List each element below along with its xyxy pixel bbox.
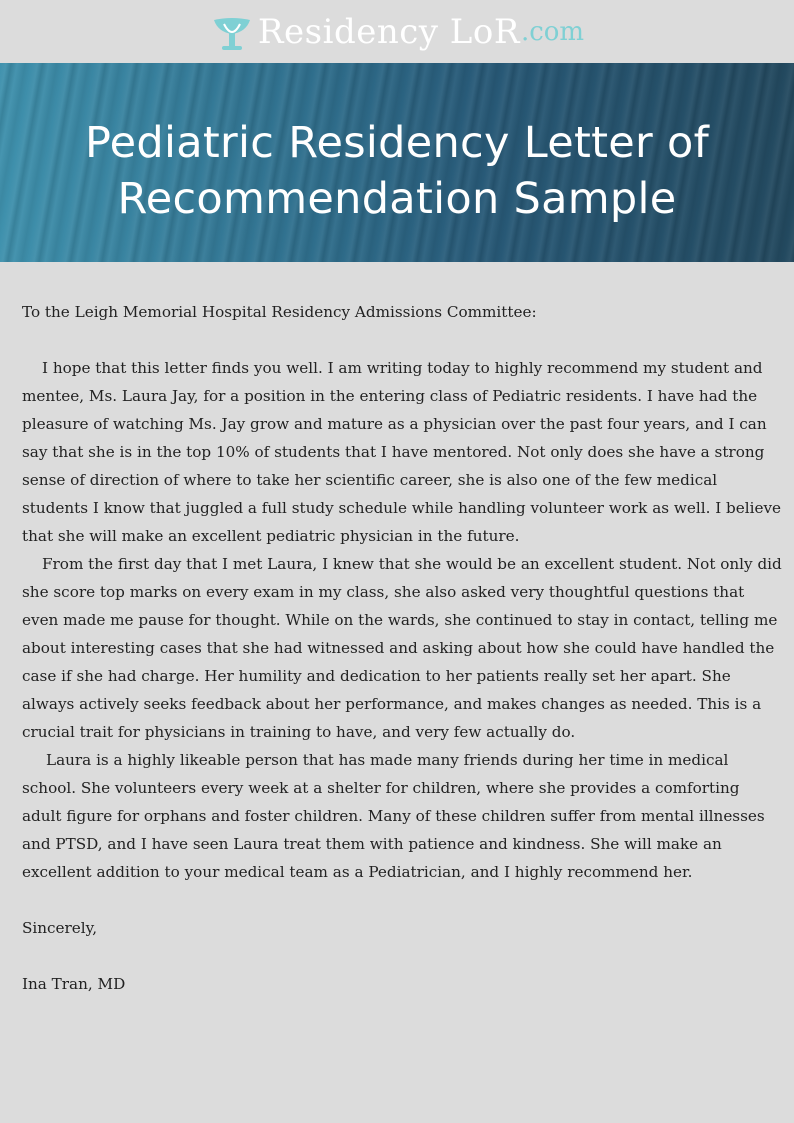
letter-closing: Sincerely, (22, 919, 98, 937)
title-banner (0, 63, 794, 262)
letter-paragraph-3: Laura is a highly likeable person that has made many friends during her time in medical school. She volunteers every week at a shelter for children, where she provides a comforting adult figure for orphans and foster children. Many of these children suffer from mental illnesses and PTSD, and I have seen Laura treat them with patience and kindness. She will make an excellent addition to your medical team as a Pediatrician, and I highly recommend her. (22, 751, 765, 881)
logo-tld: .com (520, 16, 585, 47)
letter-paragraph-1: I hope that this letter finds you well. I am writing today to highly recommend my student and mentee, Ms. Laura Jay, for a position in the entering class of Pediatric residents. I have had the pleasure of watching Ms. Jay grow and mature as a physician over the past four years, and I can say that she is in the top 10% of students that I have mentored. Not only does she have a strong sense of direction of where to take her scientific career, she is also one of the few medical students I know that juggled a full study schedule while handling volunteer work as well. I believe that she will make an excellent pediatric physician in the future. (22, 359, 782, 545)
logo-text: Residency LoR (257, 11, 520, 52)
logo-bar (0, 0, 794, 63)
page-title-line-1: Pediatric Residency Letter of (84, 118, 710, 168)
letter-body (22, 298, 782, 998)
page-title-line-2: Recommendation Sample (117, 174, 677, 224)
site-logo[interactable] (210, 0, 584, 63)
page-title (0, 115, 794, 227)
caduceus-bowl-icon (210, 10, 254, 54)
letter-salutation: To the Leigh Memorial Hospital Residency Admissions Committee: (22, 303, 537, 321)
letter-signature: Ina Tran, MD (22, 975, 126, 993)
letter-paragraph-2: From the first day that I met Laura, I knew that she would be an excellent student. Not only did she score top marks on every exam in my class, she also asked very thoughtful questions that even made me pause for thought. While on the wards, she continued to stay in contact, telling me about interesting cases that she had witnessed and asking about how she could have handled the case if she had charge. Her humility and dedication to her patients really set her apart. She always actively seeks feedback about her performance, and makes changes as needed. This is a crucial trait for physicians in training to have, and very few actually do. (22, 555, 782, 741)
